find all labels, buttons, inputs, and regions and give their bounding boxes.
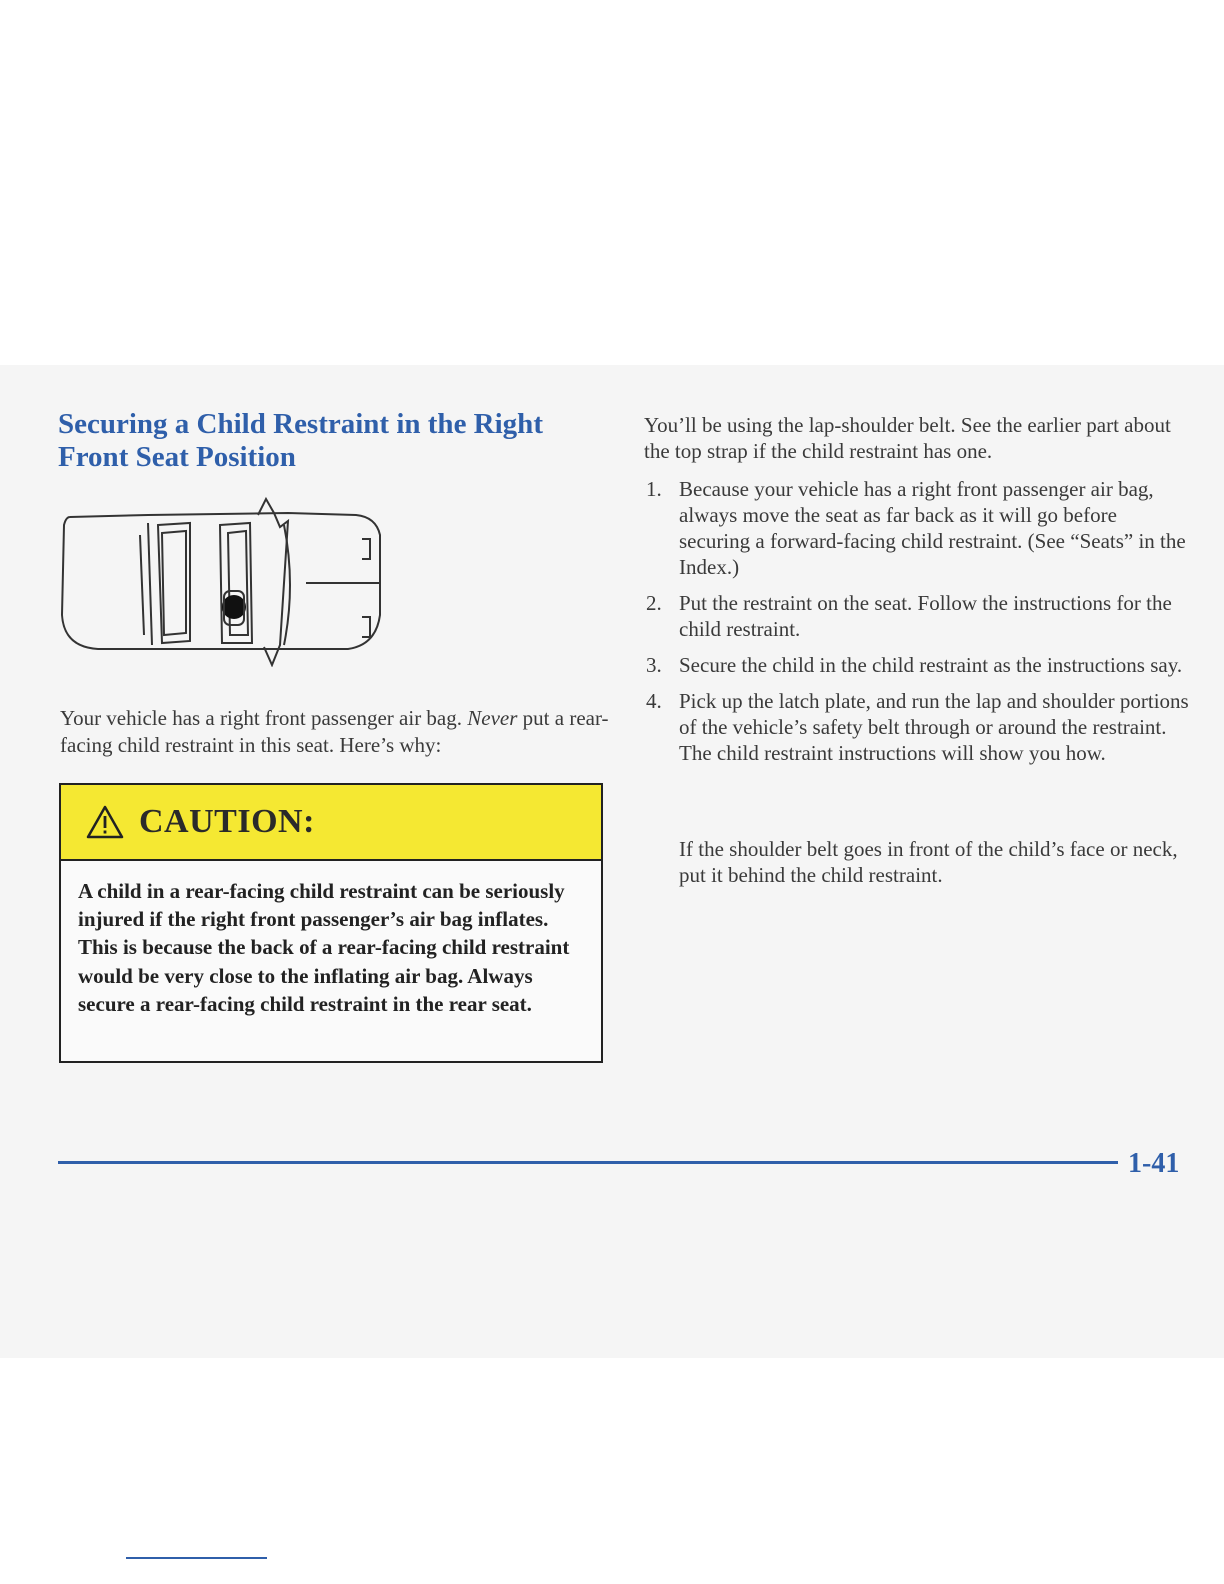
step-number: 2. [646,591,662,615]
step-number: 3. [646,653,662,677]
footer-link-underline [126,1557,267,1559]
caution-text: A child in a rear-facing child restraint can be seriously injured if the right front passenger’s air bag inflates. This is because the back of a rear-facing child restraint would be very close to the inflating air bag. Always secure a rear-facing child restraint in the rear seat. [78,879,570,1016]
step-text: Pick up the latch plate, and run the lap and shoulder portions of the vehicle’s safety belt through or around the restraint. The child restraint instructions will show you how. [679,689,1189,765]
instruction-steps [644,476,1192,776]
caution-box [59,783,603,1063]
section-heading: Securing a Child Restraint in the Right Front Seat Position [58,408,543,473]
intro-emphasis: Never [467,706,518,730]
warning-triangle-icon [85,804,125,840]
vehicle-top-view-icon [58,495,388,667]
instructions-intro: You’ll be using the lap-shoulder belt. See the earlier part about the top strap if the child restraint has one. [644,413,1171,463]
caution-header [61,785,601,861]
list-item [644,476,1192,580]
shoulder-belt-note: If the shoulder belt goes in front of the child’s face or neck, put it behind the child restraint. [679,837,1178,887]
step-text: Secure the child in the child restraint as the instructions say. [679,653,1183,677]
step-number: 4. [646,689,662,713]
footer-rule [58,1161,1118,1164]
step-number: 1. [646,477,662,501]
list-item [644,688,1192,766]
list-item [644,590,1192,642]
intro-text-end: put a rear-facing child restraint in this seat. Here’s why: [60,706,609,757]
page-number: 1-41 [1128,1148,1180,1179]
intro-paragraph [60,705,610,759]
list-item [644,652,1192,678]
step-text: Because your vehicle has a right front passenger air bag, always move the seat as far back as it will go before securing a forward-facing child restraint. (See “Seats” in the Index.) [679,477,1186,579]
caution-title: CAUTION: [139,803,315,840]
step-text: Put the restraint on the seat. Follow the instructions for the child restraint. [679,591,1172,641]
intro-text: Your vehicle has a right front passenger air bag. [60,706,463,730]
